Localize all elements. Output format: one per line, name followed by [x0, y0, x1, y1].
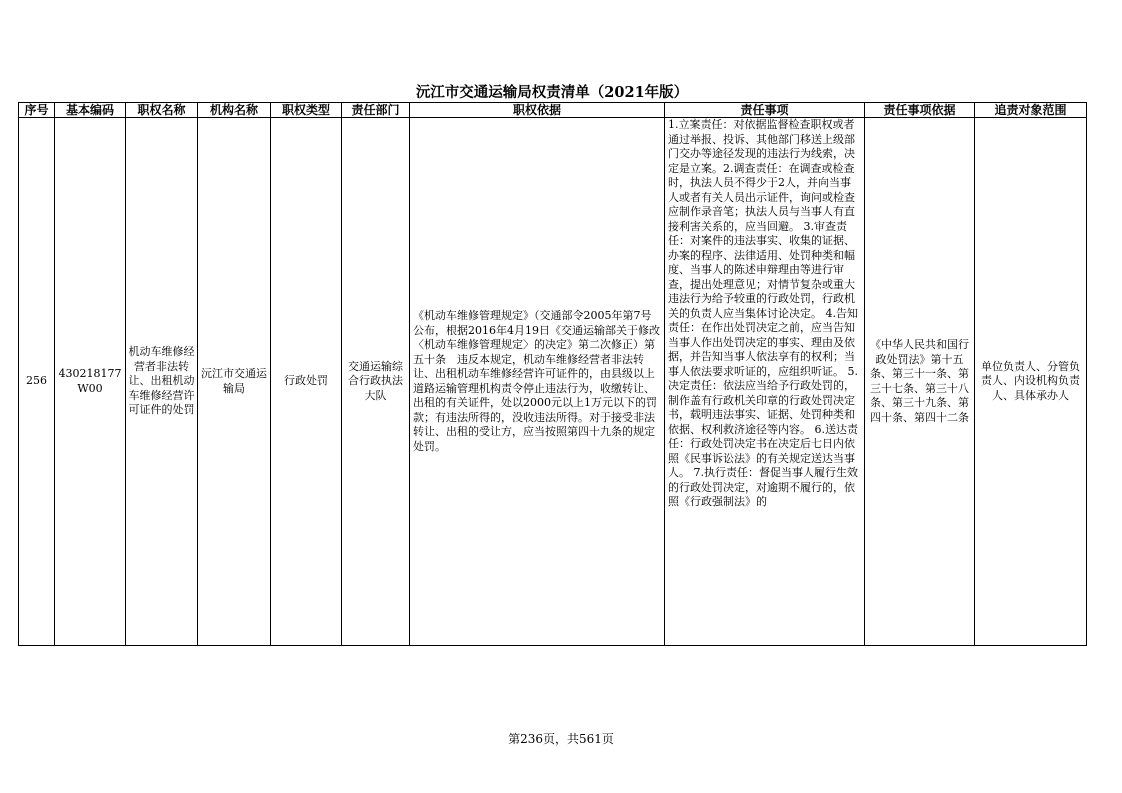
header-accountability: 追责对象范围 — [975, 103, 1087, 118]
header-power-name: 职权名称 — [126, 103, 198, 118]
cell-department: 交通运输综合行政执法大队 — [342, 118, 410, 646]
header-duty-basis: 责任事项依据 — [865, 103, 975, 118]
cell-duty-basis: 《中华人民共和国行政处罚法》第十五条、第三十一条、第三十七条、第三十八条、第三十九条、第四十条、第四十二条 — [865, 118, 975, 646]
duty-list-table — [18, 102, 1087, 646]
header-department: 责任部门 — [342, 103, 410, 118]
cell-power-name: 机动车维修经营者非法转让、出租机动车维修经营许可证件的处罚 — [126, 118, 198, 646]
header-power-type: 职权类型 — [271, 103, 342, 118]
cell-duty-items: 1.立案责任：对依据监督检查职权或者通过举报、投诉、其他部门移送上级部门交办等途径发现的违法行为线索，决定是立案。2.调查责任：在调查或检查时，执法人员不得少于2人，并向当事人或者有关人员出示证件，询问或检查应制作录音笔；执法人员与当事人有直接利害关系的，应当回避。 3.审查责任：对案件的违法事实、收集的证据、办案的程序、法律适用、处罚种类和幅度、当事人的陈述申辩理由等进行审查，提出处理意见；对情节复杂或重大违法行为给予较重的行政处罚，行政机关的负责人应当集体讨论决定。 4.告知责任：在作出处罚决定之前，应当告知当事人作出处罚决定的事实、理由及依据，并告知当事人依法享有的权利；当事人依法要求听证的，应组织听证。 5.决定责任：依法应当给予行政处罚的，制作盖有行政机关印章的行政处罚决定书，载明违法事实、证据、处罚种类和依据、权利救济途径等内容。 6.送达责任：行政处罚决定书在决定后七日内依照《民事诉讼法》的有关规定送达当事人。 7.执行责任：督促当事人履行生效的行政处罚决定，对逾期不履行的，依照《行政强制法》的 — [665, 118, 865, 646]
cell-agency: 沅江市交通运输局 — [198, 118, 271, 646]
cell-basis: 《机动车维修管理规定》（交通部令2005年第7号公布，根据2016年4月19日《交通运输部关于修改〈机动车维修管理规定〉的决定》第二次修正）第五十条 违反本规定，机动车维修经营者非法转让、出租机动车维修经营许可证件的，由县级以上道路运输管理机构责令停止违法行为，收缴转让、出租的有关证件，处以2000元以上1万元以下的罚款；有违法所得的，没收违法所得。对于接受非法转让、出租的受让方，应当按照第四十九条的规定处罚。 — [410, 118, 665, 646]
cell-seq: 256 — [19, 118, 55, 646]
cell-power-type: 行政处罚 — [271, 118, 342, 646]
header-agency: 机构名称 — [198, 103, 271, 118]
header-seq: 序号 — [19, 103, 55, 118]
table-header-row — [19, 103, 1087, 118]
document-title: 沅江市交通运输局权责清单（2021年版） — [415, 84, 689, 101]
header-basis: 职权依据 — [410, 103, 665, 118]
header-code: 基本编码 — [55, 103, 126, 118]
page-footer: 第236页，共561页 — [508, 732, 614, 746]
table-row — [19, 118, 1087, 646]
cell-code: 430218177W00 — [55, 118, 126, 646]
header-duty-items: 责任事项 — [665, 103, 865, 118]
cell-accountability: 单位负责人、分管负责人、内设机构负责人、具体承办人 — [975, 118, 1087, 646]
